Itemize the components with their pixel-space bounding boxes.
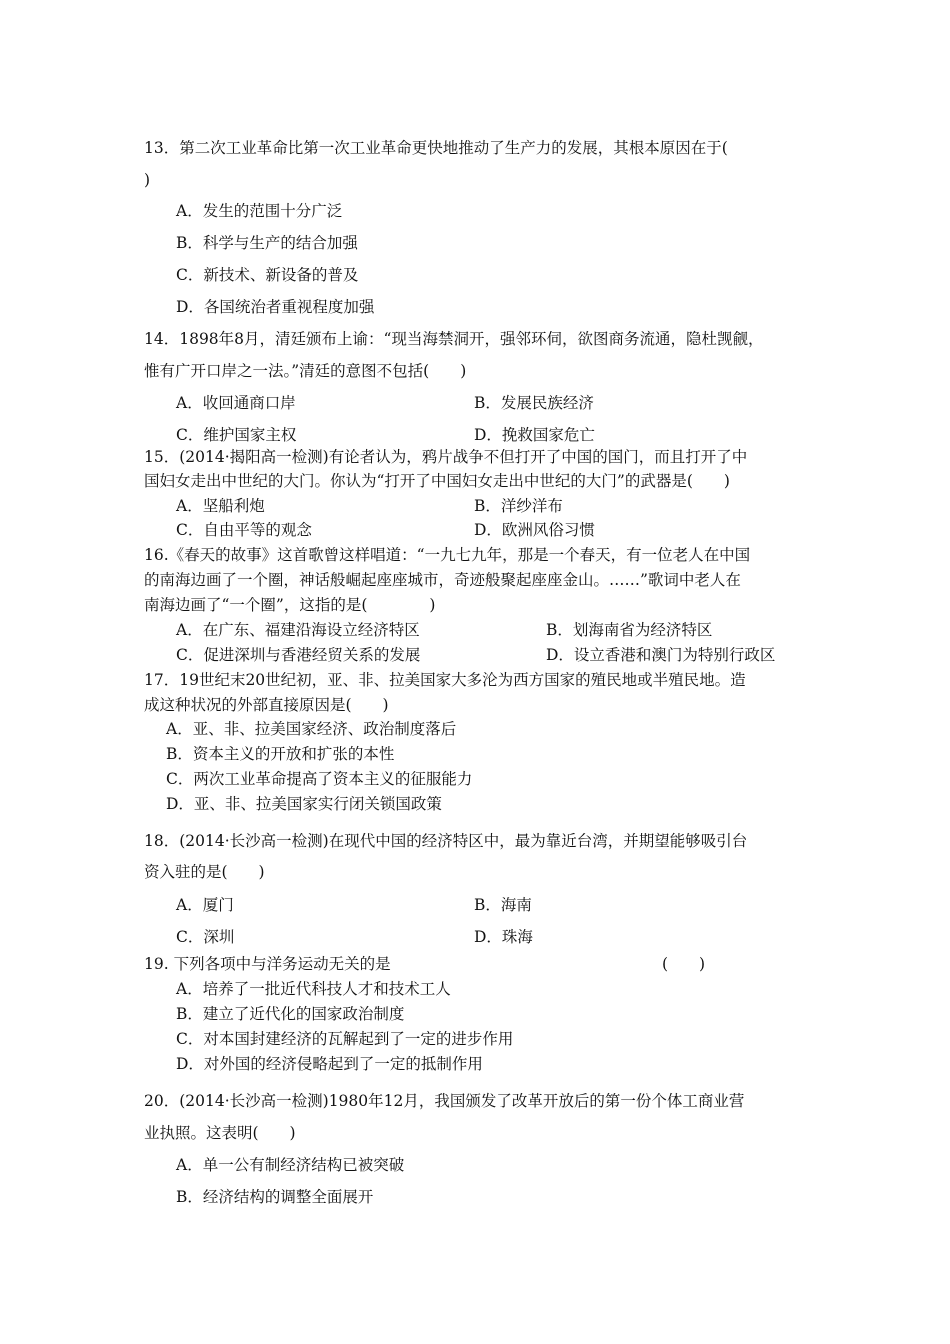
question-17-option-b: B．资本主义的开放和扩张的本性 <box>166 745 395 763</box>
question-19-option-b: B．建立了近代化的国家政治制度 <box>176 1005 405 1023</box>
question-17-option-a: A．亚、非、拉美国家经济、政治制度落后 <box>166 720 457 738</box>
question-13-stem-line-2: ) <box>144 171 151 189</box>
question-16-stem-line-3: 南海边画了“一个圈”，这指的是( ) <box>144 596 436 614</box>
question-17-stem-line-1: 17．19世纪末20世纪初，亚、非、拉美国家大多沦为西方国家的殖民地或半殖民地。造 <box>144 671 746 689</box>
question-18-option-d: D．珠海 <box>474 928 533 946</box>
question-20-stem-line-2: 业执照。这表明( ) <box>144 1124 296 1142</box>
question-19-answer-blank: ( ) <box>662 955 706 973</box>
question-20-option-b: B．经济结构的调整全面展开 <box>176 1188 374 1206</box>
question-19-option-a: A．培养了一批近代科技人才和技术工人 <box>176 980 451 998</box>
question-14-option-c: C．维护国家主权 <box>176 426 297 444</box>
question-19-option-d: D．对外国的经济侵略起到了一定的抵制作用 <box>176 1055 483 1073</box>
question-13-option-a: A．发生的范围十分广泛 <box>176 202 343 220</box>
question-19-option-c: C．对本国封建经济的瓦解起到了一定的进步作用 <box>176 1030 514 1048</box>
question-16-option-d: D．设立香港和澳门为特别行政区 <box>546 646 776 664</box>
question-19-stem: 19. 下列各项中与洋务运动无关的是 <box>144 955 391 973</box>
question-15-option-c: C．自由平等的观念 <box>176 521 312 539</box>
question-20-stem-line-1: 20．(2014·长沙高一检测)1980年12月，我国颁发了改革开放后的第一份个体工商业营 <box>144 1092 745 1110</box>
question-15-option-b: B．洋纱洋布 <box>474 497 563 515</box>
question-16-stem-line-1: 16.《春天的故事》这首歌曾这样唱道：“一九七九年，那是一个春天，有一位老人在中国 <box>144 546 751 564</box>
question-16-option-a: A．在广东、福建沿海设立经济特区 <box>176 621 420 639</box>
question-14-option-b: B．发展民族经济 <box>474 394 594 412</box>
question-15-option-d: D．欧洲风俗习惯 <box>474 521 595 539</box>
question-15-option-a: A．坚船利炮 <box>176 497 265 515</box>
question-13-option-d: D．各国统治者重视程度加强 <box>176 298 375 316</box>
question-14-stem-line-2: 惟有广开口岸之一法。”清廷的意图不包括( ) <box>144 362 467 380</box>
question-16-stem-line-2: 的南海边画了一个圈，神话般崛起座座城市，奇迹般聚起座座金山。……”歌词中老人在 <box>144 571 741 589</box>
question-14-option-a: A．收回通商口岸 <box>176 394 296 412</box>
question-16-option-c: C．促进深圳与香港经贸关系的发展 <box>176 646 421 664</box>
question-18-option-b: B．海南 <box>474 896 532 914</box>
question-18-stem-line-1: 18．(2014·长沙高一检测)在现代中国的经济特区中，最为靠近台湾，并期望能够吸引台 <box>144 832 748 850</box>
question-13-option-b: B．科学与生产的结合加强 <box>176 234 358 252</box>
question-17-option-c: C．两次工业革命提高了资本主义的征服能力 <box>166 770 473 788</box>
question-18-option-c: C．深圳 <box>176 928 235 946</box>
question-14-option-d: D．挽救国家危亡 <box>474 426 595 444</box>
question-17-option-d: D．亚、非、拉美国家实行闭关锁国政策 <box>166 795 442 813</box>
question-15-stem-line-1: 15．(2014·揭阳高一检测)有论者认为，鸦片战争不但打开了中国的国门，而且打开了中 <box>144 448 748 466</box>
question-18-option-a: A．厦门 <box>176 896 234 914</box>
question-16-option-b: B．划海南省为经济特区 <box>546 621 713 639</box>
question-13-option-c: C．新技术、新设备的普及 <box>176 266 359 284</box>
question-17-stem-line-2: 成这种状况的外部直接原因是( ) <box>144 696 389 714</box>
question-15-stem-line-2: 国妇女走出中世纪的大门。你认为“打开了中国妇女走出中世纪的大门”的武器是( ) <box>144 472 730 490</box>
question-20-option-a: A．单一公有制经济结构已被突破 <box>176 1156 405 1174</box>
question-18-stem-line-2: 资入驻的是( ) <box>144 863 265 881</box>
question-13-stem-line-1: 13．第二次工业革命比第一次工业革命更快地推动了生产力的发展，其根本原因在于( <box>144 139 728 157</box>
question-14-stem-line-1: 14．1898年8月，清廷颁布上谕：“现当海禁洞开，强邻环伺，欲图商务流通，隐杜觊觎， <box>144 330 764 348</box>
